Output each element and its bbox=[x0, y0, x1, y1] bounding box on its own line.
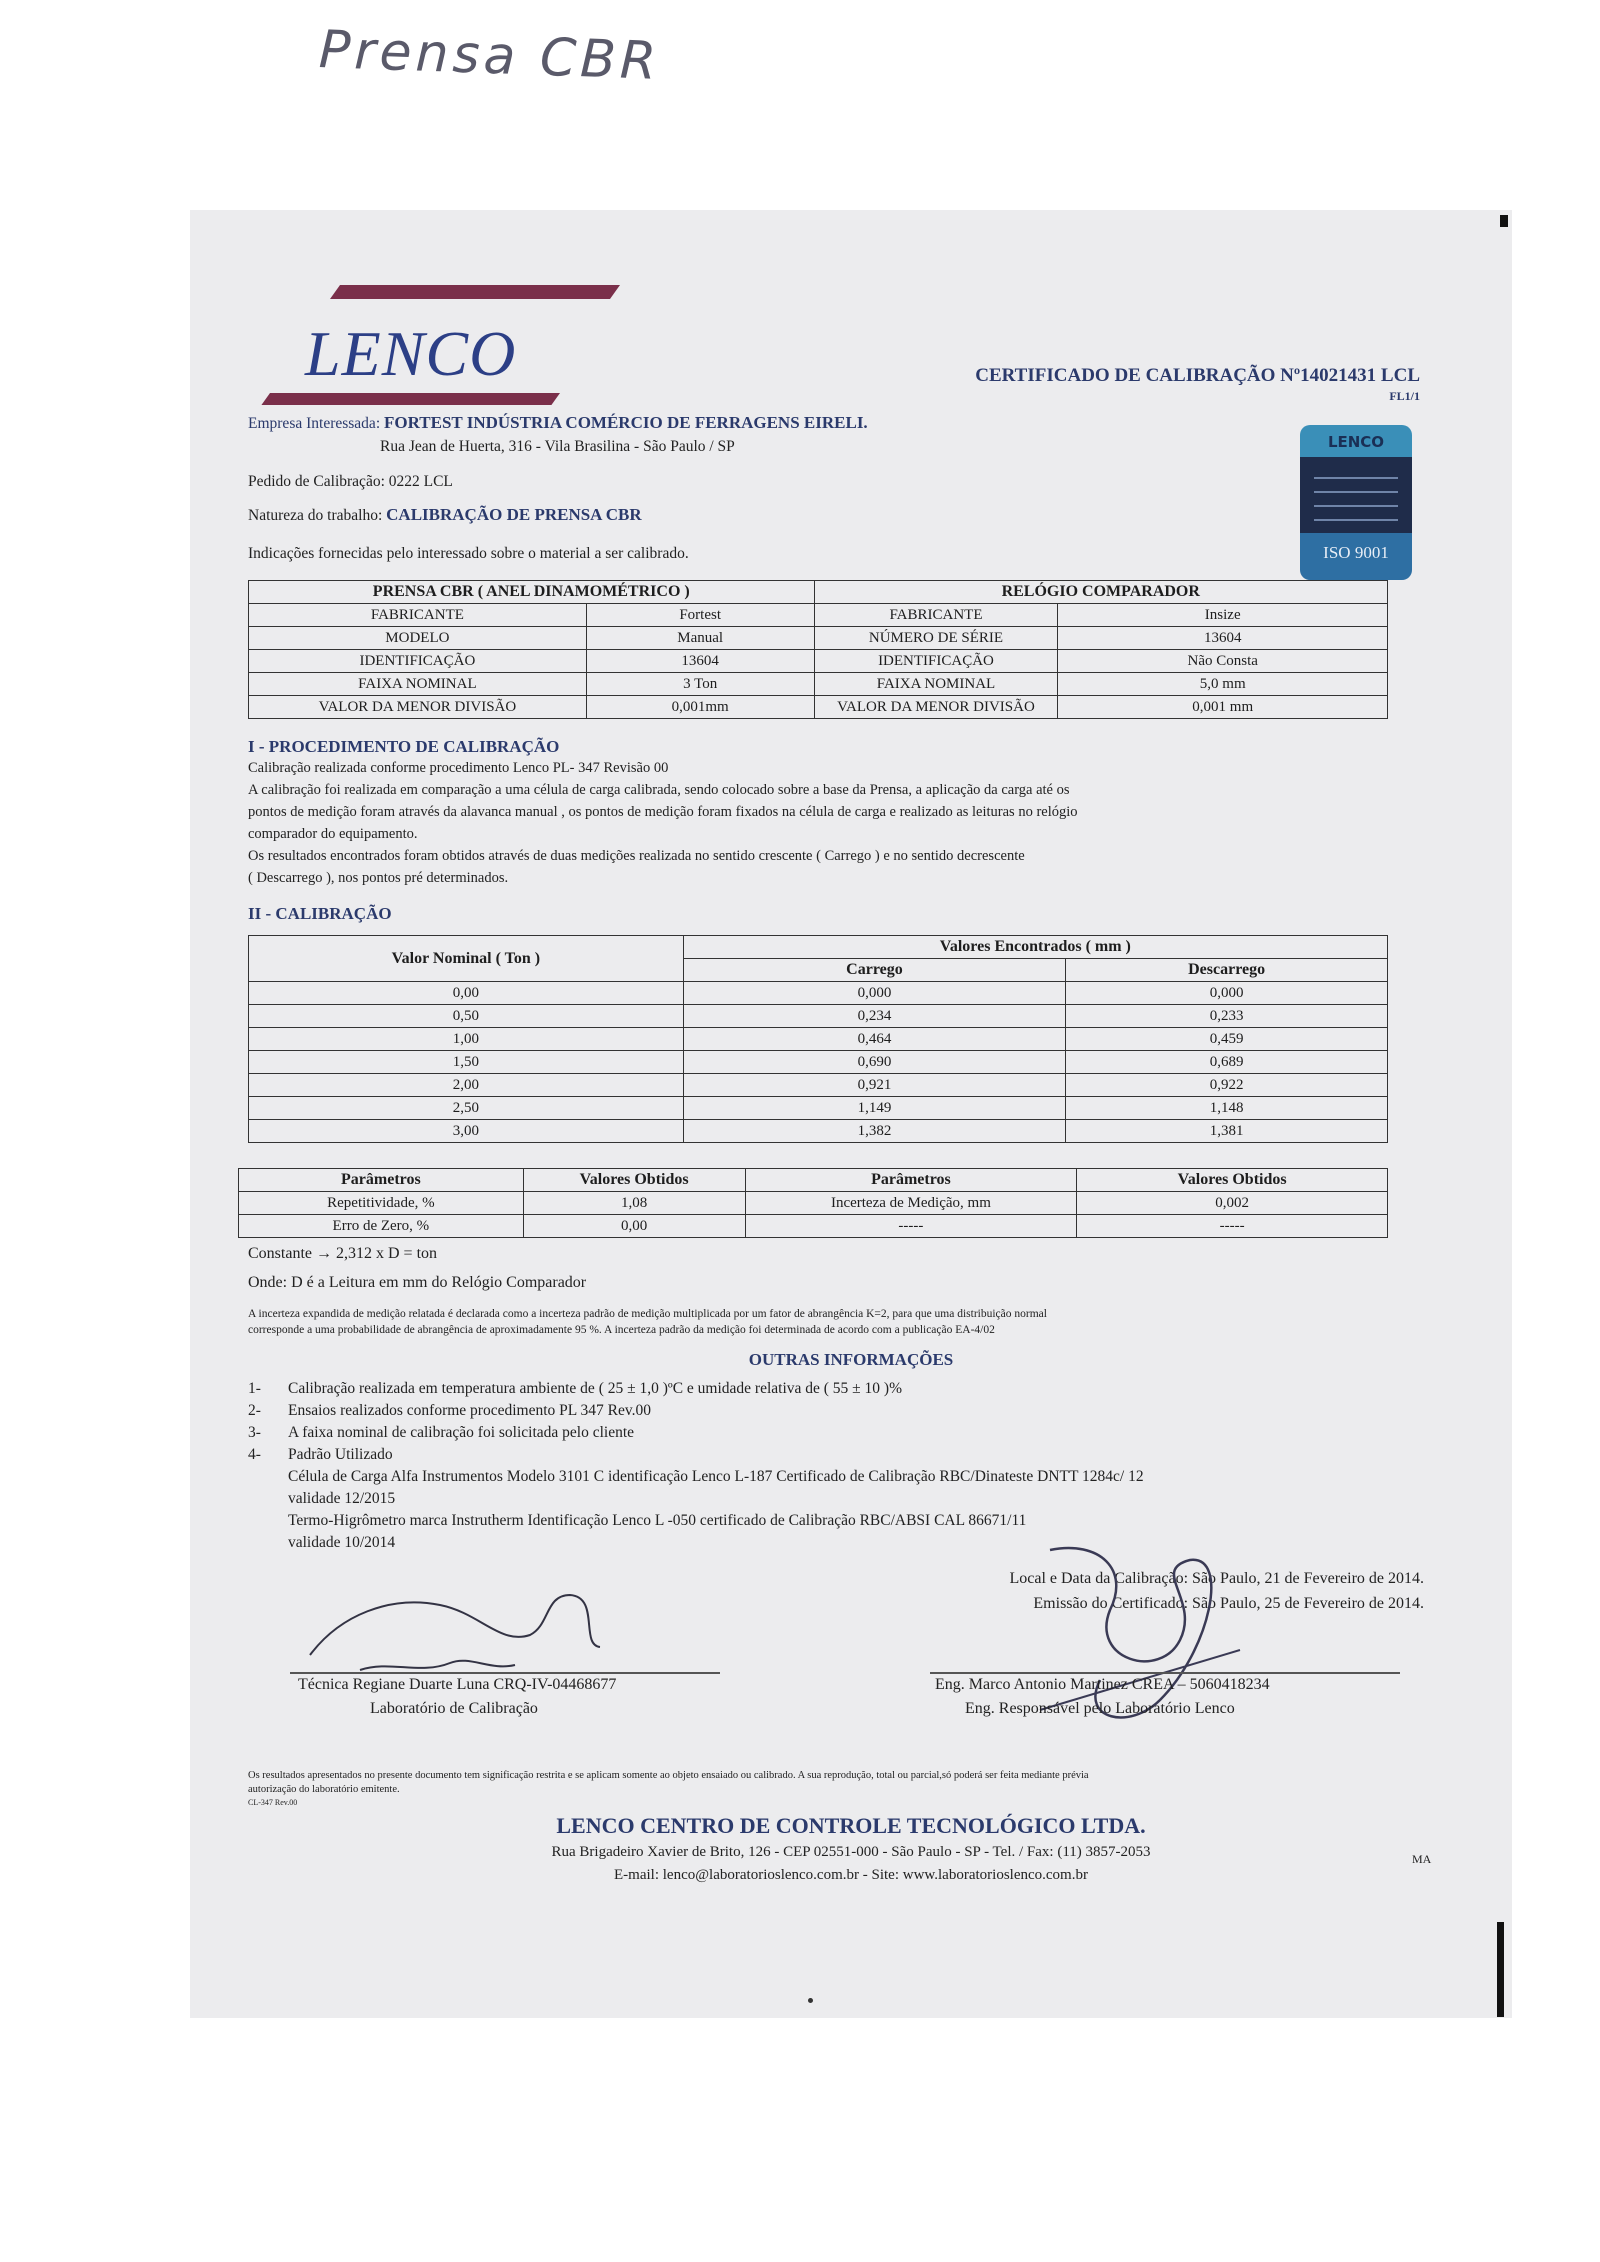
nominal-value: 1,50 bbox=[249, 1051, 684, 1074]
equipment-label: NÚMERO DE SÉRIE bbox=[814, 627, 1058, 650]
calibration-row bbox=[249, 1120, 1388, 1143]
engineer-name: Eng. Marco Antonio Martinez CREA – 5060418234 bbox=[935, 1676, 1270, 1693]
unload-value: 1,148 bbox=[1066, 1097, 1388, 1120]
nominal-value: 3,00 bbox=[249, 1120, 684, 1143]
found-values-header: Valores Encontrados ( mm ) bbox=[683, 936, 1387, 959]
load-value: 0,234 bbox=[683, 1005, 1066, 1028]
calibration-date: Local e Data da Calibração: São Paulo, 21 de Fevereiro de 2014. bbox=[1009, 1570, 1424, 1587]
unload-value: 0,689 bbox=[1066, 1051, 1388, 1074]
disclaimer-line: autorização do laboratório emitente. bbox=[248, 1784, 400, 1795]
technician-role: Laboratório de Calibração bbox=[370, 1700, 538, 1717]
company-label: Empresa Interessada: bbox=[248, 415, 381, 432]
disclaimer-line: Os resultados apresentados no presente documento tem significação restrita e se aplicam somente ao objeto ensaiado ou calibrado. A sua reprodução, total ou parcial,só poderá ser feita mediante prévia bbox=[248, 1770, 1089, 1781]
equipment-label: IDENTIFICAÇÃO bbox=[814, 650, 1058, 673]
procedure-line: Os resultados encontrados foram obtidos através de duas medições realizada no sentido crescente ( Carrego ) e no sentido decrescente bbox=[248, 848, 1025, 864]
equipment-label: FAIXA NOMINAL bbox=[814, 673, 1058, 696]
standard-line: Célula de Carga Alfa Instrumentos Modelo 3101 C identificação Lenco L-187 Certificado de Calibração RBC/Dinateste DNTT 1284c/ 12 bbox=[288, 1468, 1144, 1485]
calibration-row bbox=[249, 1005, 1388, 1028]
info-item bbox=[248, 1424, 635, 1442]
info-item-number: 2- bbox=[248, 1402, 261, 1419]
company-address: Rua Jean de Huerta, 316 - Vila Brasilina - São Paulo / SP bbox=[380, 438, 735, 455]
dial-gauge-section-title: RELÓGIO COMPARADOR bbox=[814, 581, 1387, 604]
page-reference: FL1/1 bbox=[1389, 389, 1420, 403]
parameter-name: Incerteza de Medição, mm bbox=[745, 1192, 1077, 1215]
equipment-row bbox=[249, 673, 1388, 696]
engineer-role: Eng. Responsável pelo Laboratório Lenco bbox=[965, 1700, 1235, 1717]
scan-mark bbox=[1497, 1922, 1504, 2017]
nominal-value: 1,00 bbox=[249, 1028, 684, 1051]
parameter-value: 1,08 bbox=[523, 1192, 745, 1215]
certificate-title: CERTIFICADO DE CALIBRAÇÃO Nº14021431 LCL bbox=[975, 365, 1420, 386]
seal-brand: LENCO bbox=[1327, 433, 1385, 451]
calibration-row bbox=[249, 1097, 1388, 1120]
equipment-value: Fortest bbox=[586, 604, 814, 627]
load-value: 0,000 bbox=[683, 982, 1066, 1005]
load-value: 1,149 bbox=[683, 1097, 1066, 1120]
equipment-table bbox=[248, 580, 1388, 719]
parameter-name: Repetitividade, % bbox=[239, 1192, 524, 1215]
parameter-header: Parâmetros bbox=[745, 1169, 1077, 1192]
equipment-table-header bbox=[249, 581, 1388, 604]
work-type-line bbox=[248, 505, 642, 525]
equipment-value: Não Consta bbox=[1058, 650, 1388, 673]
equipment-label: IDENTIFICAÇÃO bbox=[249, 650, 587, 673]
company-line bbox=[248, 413, 868, 433]
other-info-heading: OUTRAS INFORMAÇÕES bbox=[748, 1350, 954, 1369]
procedure-line: ( Descarrego ), nos pontos pré determinados. bbox=[248, 870, 509, 886]
unload-value: 0,922 bbox=[1066, 1074, 1388, 1097]
press-section-title: PRENSA CBR ( ANEL DINAMOMÉTRICO ) bbox=[249, 581, 815, 604]
equipment-value: 3 Ton bbox=[586, 673, 814, 696]
calibration-row bbox=[249, 1051, 1388, 1074]
equipment-row bbox=[249, 627, 1388, 650]
parameter-value: 0,00 bbox=[523, 1215, 745, 1238]
procedure-heading: I - PROCEDIMENTO DE CALIBRAÇÃO bbox=[248, 737, 560, 756]
info-item-text: A faixa nominal de calibração foi solicitada pelo cliente bbox=[288, 1424, 635, 1441]
work-type: CALIBRAÇÃO DE PRENSA CBR bbox=[386, 505, 642, 524]
nominal-value: 2,00 bbox=[249, 1074, 684, 1097]
logo-text: LENCO bbox=[305, 318, 517, 389]
info-item-number: 4- bbox=[248, 1446, 261, 1463]
procedure-line: pontos de medição foram através da alavanca manual , os pontos de medição foram fixados na célula de carga e realizado as leituras no relógio bbox=[248, 804, 1078, 820]
equipment-value: 13604 bbox=[586, 650, 814, 673]
uncertainty-note: A incerteza expandida de medição relatada é declarada como a incerteza padrão de medição multiplicada por um fator de abrangência K=2, para que uma distribuição normal bbox=[248, 1308, 1047, 1320]
footer-company: LENCO CENTRO DE CONTROLE TECNOLÓGICO LTDA. bbox=[556, 1813, 1146, 1838]
procedure-line: A calibração foi realizada em comparação a uma célula de carga calibrada, sendo colocado sobre a base da Prensa, a aplicação da carga até os bbox=[248, 782, 1070, 798]
handwritten-margin-note: Prensa CBR bbox=[317, 20, 662, 92]
parameter-row bbox=[239, 1192, 1388, 1215]
info-item-number: 1- bbox=[248, 1380, 261, 1397]
nominal-value: 0,00 bbox=[249, 982, 684, 1005]
parameters-table bbox=[238, 1168, 1388, 1238]
equipment-value: 0,001 mm bbox=[1058, 696, 1388, 719]
constant-note: Onde: D é a Leitura em mm do Relógio Comparador bbox=[248, 1274, 587, 1291]
lenco-logo bbox=[260, 285, 620, 405]
equipment-label: VALOR DA MENOR DIVISÃO bbox=[814, 696, 1058, 719]
scan-mark bbox=[1500, 215, 1508, 227]
value-header: Valores Obtidos bbox=[523, 1169, 745, 1192]
equipment-value: Manual bbox=[586, 627, 814, 650]
scan-mark bbox=[808, 1998, 813, 2003]
info-item-text: Padrão Utilizado bbox=[288, 1446, 393, 1463]
calibration-heading: II - CALIBRAÇÃO bbox=[248, 904, 392, 923]
value-header: Valores Obtidos bbox=[1077, 1169, 1388, 1192]
unload-value: 0,459 bbox=[1066, 1028, 1388, 1051]
load-value: 1,382 bbox=[683, 1120, 1066, 1143]
info-item bbox=[248, 1380, 903, 1398]
technician-signature bbox=[300, 1575, 630, 1685]
unload-value: 0,233 bbox=[1066, 1005, 1388, 1028]
certificate-sheet bbox=[190, 210, 1512, 2018]
calibration-row bbox=[249, 982, 1388, 1005]
calibration-row bbox=[249, 1074, 1388, 1097]
equipment-value: Insize bbox=[1058, 604, 1388, 627]
load-value: 0,921 bbox=[683, 1074, 1066, 1097]
equipment-label: FABRICANTE bbox=[249, 604, 587, 627]
unload-header: Descarrego bbox=[1066, 959, 1388, 982]
equipment-row bbox=[249, 696, 1388, 719]
info-item-text: Ensaios realizados conforme procedimento PL 347 Rev.00 bbox=[288, 1402, 652, 1419]
calibration-order: Pedido de Calibração: 0222 LCL bbox=[248, 473, 453, 490]
calibration-header-row bbox=[249, 936, 1388, 959]
iso-certification-seal bbox=[1300, 425, 1412, 580]
load-value: 0,464 bbox=[683, 1028, 1066, 1051]
equipment-value: 0,001mm bbox=[586, 696, 814, 719]
seal-iso-standard: ISO 9001 bbox=[1323, 543, 1389, 562]
company-name: FORTEST INDÚSTRIA COMÉRCIO DE FERRAGENS EIRELI. bbox=[384, 413, 868, 432]
technician-name: Técnica Regiane Duarte Luna CRQ-IV-04468677 bbox=[298, 1676, 617, 1693]
nominal-value: 0,50 bbox=[249, 1005, 684, 1028]
footer-address: Rua Brigadeiro Xavier de Brito, 126 - CEP 02551-000 - São Paulo - SP - Tel. / Fax: (11) 3857-2053 bbox=[551, 1844, 1151, 1860]
calibration-table bbox=[248, 935, 1388, 1143]
parameters-header-row bbox=[239, 1169, 1388, 1192]
equipment-value: 13604 bbox=[1058, 627, 1388, 650]
equipment-value: 5,0 mm bbox=[1058, 673, 1388, 696]
nominal-value: 2,50 bbox=[249, 1097, 684, 1120]
footer-contact: E-mail: lenco@laboratorioslenco.com.br - Site: www.laboratorioslenco.com.br bbox=[614, 1867, 1088, 1883]
load-value: 0,690 bbox=[683, 1051, 1066, 1074]
parameter-row bbox=[239, 1215, 1388, 1238]
parameter-name: Erro de Zero, % bbox=[239, 1215, 524, 1238]
work-label: Natureza do trabalho: bbox=[248, 507, 383, 524]
equipment-label: FAIXA NOMINAL bbox=[249, 673, 587, 696]
uncertainty-note: corresponde a uma probabilidade de abrangência de aproximadamente 95 %. A incerteza padrão da medição foi determinada de acordo com a publicação EA-4/02 bbox=[248, 1324, 995, 1336]
equipment-row bbox=[249, 604, 1388, 627]
unload-value: 1,381 bbox=[1066, 1120, 1388, 1143]
procedure-line: Calibração realizada conforme procedimento Lenco PL- 347 Revisão 00 bbox=[248, 760, 669, 776]
equipment-label: MODELO bbox=[249, 627, 587, 650]
indications-note: Indicações fornecidas pelo interessado sobre o material a ser calibrado. bbox=[248, 545, 689, 562]
standard-line: validade 10/2014 bbox=[288, 1534, 396, 1551]
equipment-label: VALOR DA MENOR DIVISÃO bbox=[249, 696, 587, 719]
issue-date: Emissão do Certificado: São Paulo, 25 de Fevereiro de 2014. bbox=[1033, 1595, 1424, 1612]
standard-line: Termo-Higrômetro marca Instrutherm Identificação Lenco L -050 certificado de Calibração RBC/ABSI CAL 86671/11 bbox=[288, 1512, 1027, 1529]
info-item-number: 3- bbox=[248, 1424, 261, 1441]
footer-initials: MA bbox=[1412, 1852, 1432, 1866]
info-item bbox=[248, 1446, 393, 1464]
info-item-text: Calibração realizada em temperatura ambiente de ( 25 ± 1,0 )ºC e umidade relativa de ( 55 ± 10 )% bbox=[288, 1380, 903, 1397]
equipment-label: FABRICANTE bbox=[814, 604, 1058, 627]
parameter-value: ----- bbox=[1077, 1215, 1388, 1238]
unload-value: 0,000 bbox=[1066, 982, 1388, 1005]
form-code: CL-347 Rev.00 bbox=[248, 1798, 298, 1807]
parameter-header: Parâmetros bbox=[239, 1169, 524, 1192]
equipment-row bbox=[249, 650, 1388, 673]
info-item bbox=[248, 1402, 652, 1420]
parameter-name: ----- bbox=[745, 1215, 1077, 1238]
standard-line: validade 12/2015 bbox=[288, 1490, 396, 1507]
parameter-value: 0,002 bbox=[1077, 1192, 1388, 1215]
constant-formula: Constante → 2,312 x D = ton bbox=[248, 1245, 438, 1262]
load-header: Carrego bbox=[683, 959, 1066, 982]
procedure-line: comparador do equipamento. bbox=[248, 826, 418, 842]
calibration-row bbox=[249, 1028, 1388, 1051]
nominal-header: Valor Nominal ( Ton ) bbox=[249, 936, 684, 982]
